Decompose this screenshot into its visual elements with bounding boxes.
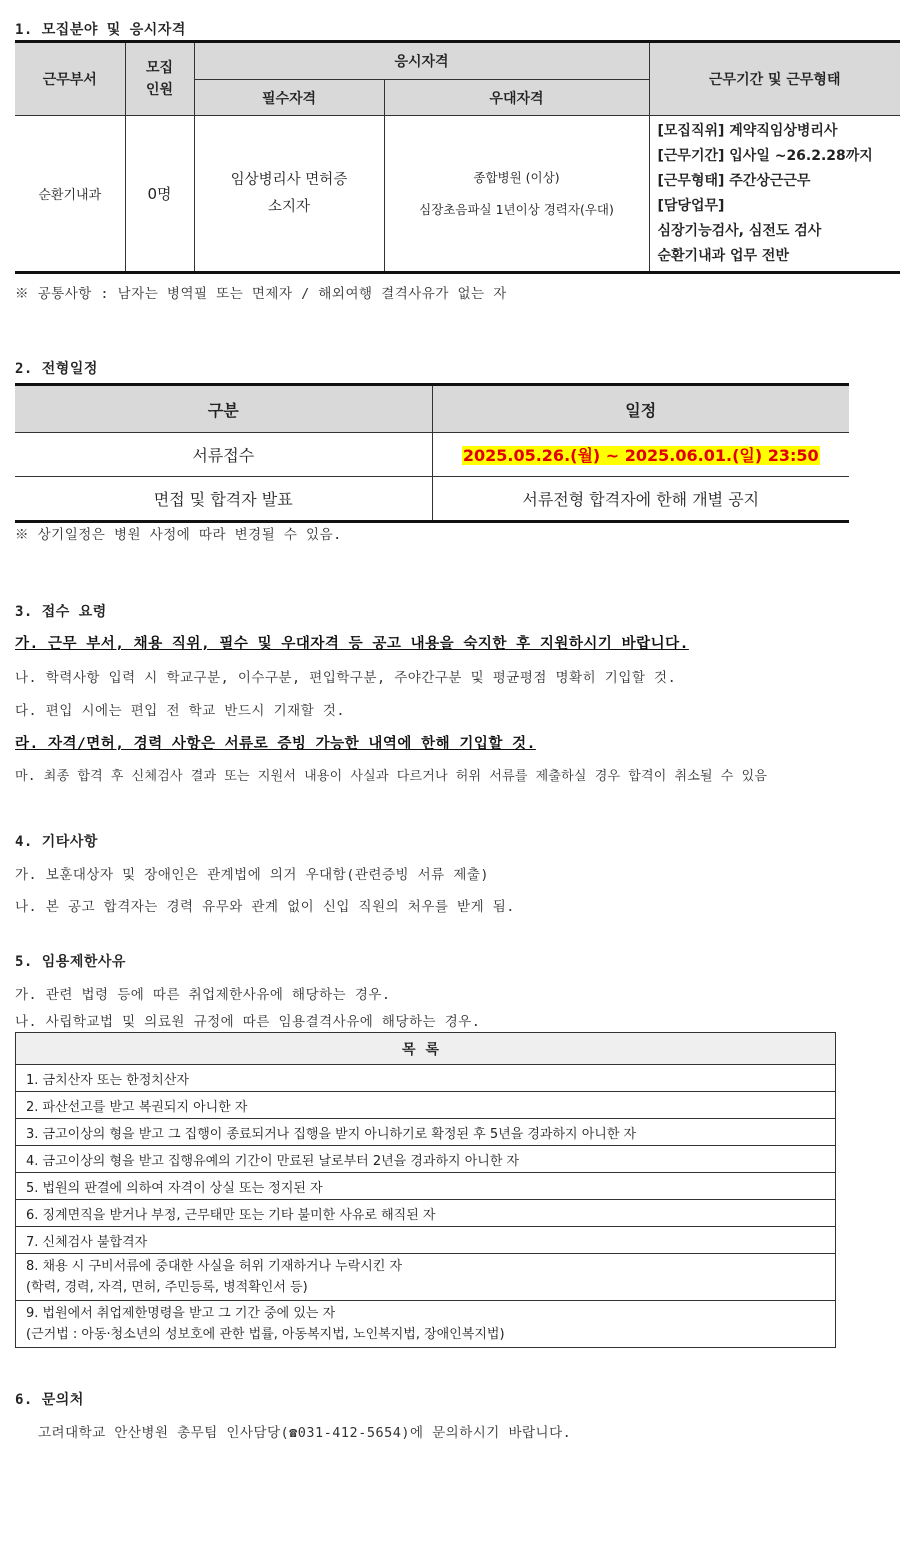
section3-item-c: 다. 편입 시에는 편입 전 학교 반드시 기재할 것. (15, 703, 346, 719)
list-item: 6. 징계면직을 받거나 부정, 근무태만 또는 기타 불미한 사유로 해직된 자 (16, 1200, 836, 1227)
section5-title: 5. 임용제한사유 (15, 954, 126, 970)
term-line: [근무기간] 입사일 ~26.2.28까지 (657, 147, 873, 164)
list-item-line: (근거법 : 아동·청소년의 성보호에 관한 법률, 아동복지법, 노인복지법, 장애인복지법) (26, 1327, 505, 1342)
header-required: 필수자격 (194, 80, 384, 116)
row2-date: 서류전형 합격자에 한해 개별 공지 (432, 477, 849, 522)
term-line: 심장기능검사, 심전도 검사 (657, 222, 822, 239)
section3-title: 3. 접수 요령 (15, 604, 107, 620)
section6-title: 6. 문의처 (15, 1392, 84, 1408)
term-line: 순환기내과 업무 전반 (657, 247, 789, 264)
header-count: 모집 인원 (125, 42, 194, 116)
list-item: 1. 금치산자 또는 한정치산자 (16, 1065, 836, 1092)
list-item: 7. 신체검사 불합격자 (16, 1227, 836, 1254)
required-line-1: 임상병리사 면허증 (230, 171, 348, 188)
highlighted-date: 2025.05.26.(월) ~ 2025.06.01.(일) 23:50 (462, 446, 819, 465)
section4-title: 4. 기타사항 (15, 834, 98, 850)
section1-title: 1. 모집분야 및 응시자격 (15, 22, 186, 38)
common-note: ※ 공통사항 : 남자는 병역필 또는 면제자 / 해외여행 결격사유가 없는 자 (15, 286, 507, 302)
list-item: 5. 법원의 판결에 의하여 자격이 상실 또는 정지된 자 (16, 1173, 836, 1200)
row-required (194, 116, 384, 273)
term-line: [모집직위] 계약직임상병리사 (657, 122, 838, 139)
list-item-line: 8. 채용 시 구비서류에 중대한 사실을 허위 기재하거나 누락시킨 자 (26, 1259, 403, 1274)
schedule-table (15, 383, 849, 523)
section4-item-a: 가. 보훈대상자 및 장애인은 관계법에 의거 우대함(관련증빙 서류 제출) (15, 867, 490, 883)
list-header: 목록 (16, 1033, 836, 1065)
row-preferred (384, 116, 649, 273)
header-term: 근무기간 및 근무형태 (649, 42, 900, 116)
section5-item-a: 가. 관련 법령 등에 따른 취업제한사유에 해당하는 경우. (15, 987, 391, 1003)
list-item (16, 1301, 836, 1348)
recruitment-table (15, 40, 900, 274)
contact-text: 고려대학교 안산병원 총무팀 인사담당(☎031-412-5654)에 문의하시기 바랍니다. (38, 1425, 572, 1441)
row1-date (432, 433, 849, 477)
term-line: [근무형태] 주간상근근무 (657, 172, 811, 189)
row-term (649, 116, 900, 273)
list-item: 3. 금고이상의 형을 받고 그 집행이 종료되거나 집행을 받지 아니하기로 확정된 후 5년을 경과하지 아니한 자 (16, 1119, 836, 1146)
header-preferred: 우대자격 (384, 80, 649, 116)
header-qualification: 응시자격 (194, 42, 649, 80)
list-item: 4. 금고이상의 형을 받고 집행유예의 기간이 만료된 날로부터 2년을 경과하지 아니한 자 (16, 1146, 836, 1173)
term-line: [담당업무] (657, 197, 725, 214)
preferred-line-1: 종합병원 (이상) (473, 169, 560, 185)
list-item-line: 9. 법원에서 취업제한명령을 받고 그 기간 중에 있는 자 (26, 1306, 336, 1321)
preferred-line-2: 심장초음파실 1년이상 경력자(우대) (419, 201, 614, 217)
section3-item-b: 나. 학력사항 입력 시 학교구분, 이수구분, 편입학구분, 주야간구분 및 평균평점 명확히 기입할 것. (15, 670, 677, 686)
header-date: 일정 (432, 385, 849, 433)
row1-type: 서류접수 (15, 433, 432, 477)
list-item (16, 1254, 836, 1301)
section3-item-d: 라. 자격/면허, 경력 사항은 서류로 증빙 가능한 내역에 한해 기입할 것. (15, 736, 536, 752)
row-count: 0명 (125, 116, 194, 273)
section3-item-e: 마. 최종 합격 후 신체검사 결과 또는 지원서 내용이 사실과 다르거나 허위 서류를 제출하실 경우 합격이 취소될 수 있음 (15, 769, 768, 784)
disqualification-list (15, 1032, 836, 1348)
row2-type: 면접 및 합격자 발표 (15, 477, 432, 522)
section4-item-b: 나. 본 공고 합격자는 경력 유무와 관계 없이 신입 직원의 처우를 받게 됨. (15, 899, 515, 915)
section3-item-a: 가. 근무 부서, 채용 직위, 필수 및 우대자격 등 공고 내용을 숙지한 후 지원하시기 바랍니다. (15, 636, 689, 652)
schedule-note: ※ 상기일정은 병원 사정에 따라 변경될 수 있음. (15, 527, 342, 543)
section5-item-b: 나. 사립학교법 및 의료원 규정에 따른 임용결격사유에 해당하는 경우. (15, 1014, 481, 1030)
row-dept: 순환기내과 (15, 116, 125, 273)
header-type: 구분 (15, 385, 432, 433)
required-line-2: 소지자 (267, 198, 311, 215)
header-dept: 근무부서 (15, 42, 125, 116)
list-item: 2. 파산선고를 받고 복권되지 아니한 자 (16, 1092, 836, 1119)
section2-title: 2. 전형일정 (15, 361, 98, 377)
list-item-line: (학력, 경력, 자격, 면허, 주민등록, 병적확인서 등) (26, 1280, 308, 1295)
